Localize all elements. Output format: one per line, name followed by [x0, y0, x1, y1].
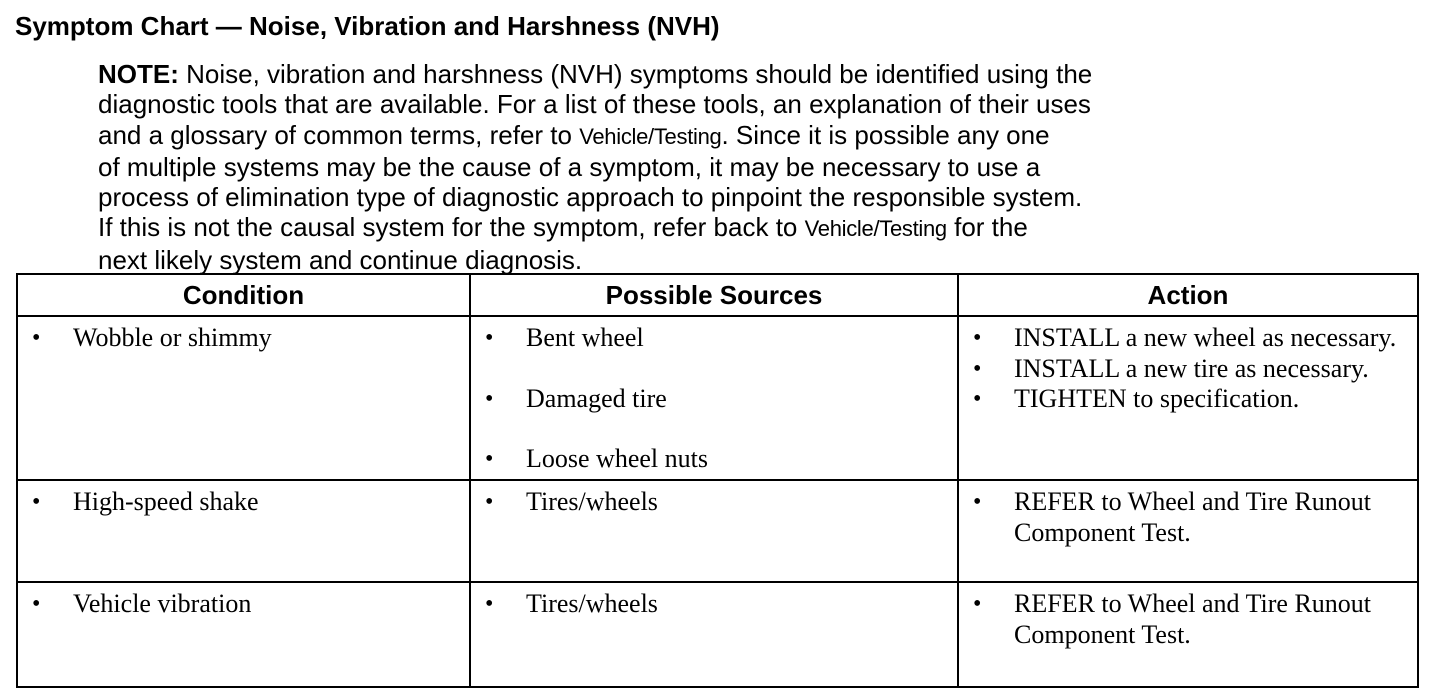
sources-cell — [470, 316, 958, 480]
bullet: • — [973, 591, 982, 617]
list-item — [471, 444, 957, 475]
action-cell — [958, 316, 1418, 480]
symptom-chart-table — [16, 273, 1419, 688]
table-row — [17, 582, 1418, 687]
note-line: diagnostic tools that are available. For a list of these tools, an explanation of their uses — [98, 89, 1091, 120]
page-title: Symptom Chart — Noise, Vibration and Harshness (NVH) — [15, 11, 720, 41]
action-text: TIGHTEN to specification. — [1014, 384, 1300, 413]
note-line — [98, 212, 1338, 244]
bullet: • — [485, 591, 494, 617]
bullet: • — [485, 446, 494, 472]
column-header-condition: Condition — [17, 274, 470, 316]
note-text: If this is not the causal system for the symptom, refer back to — [98, 212, 805, 243]
table-header-row — [17, 274, 1418, 316]
list-item — [471, 487, 957, 518]
sources-cell — [470, 582, 958, 687]
reference-vehicle-testing: Vehicle/Testing — [804, 216, 947, 242]
column-header-possible-sources: Possible Sources — [470, 274, 958, 316]
condition-cell — [17, 316, 470, 480]
list-item — [959, 323, 1417, 354]
note-line — [98, 59, 1338, 89]
reference-vehicle-testing: Vehicle/Testing — [579, 123, 722, 149]
list-item — [959, 354, 1417, 385]
note-line: next likely system and continue diagnosis. — [98, 244, 583, 275]
bullet: • — [485, 325, 494, 351]
source-text: Tires/wheels — [526, 487, 658, 516]
list-item — [471, 323, 957, 354]
list-item — [18, 589, 469, 620]
note-text: for the — [946, 212, 1028, 243]
note-paragraph — [98, 59, 1338, 275]
column-header-action: Action — [958, 274, 1418, 316]
action-text: INSTALL a new wheel as necessary. — [1014, 323, 1397, 352]
note-line: of multiple systems may be the cause of a symptom, it may be necessary to use a — [98, 151, 1041, 182]
bullet: • — [485, 489, 494, 515]
table-row — [17, 480, 1418, 582]
list-item — [18, 323, 469, 354]
list-item — [959, 589, 1417, 650]
bullet: • — [973, 489, 982, 515]
note-line — [98, 120, 1338, 152]
condition-text: Vehicle vibration — [73, 589, 252, 618]
condition-cell — [17, 480, 470, 582]
list-item — [471, 384, 957, 415]
bullet: • — [32, 489, 41, 515]
bullet: • — [32, 591, 41, 617]
bullet: • — [32, 325, 41, 351]
condition-text: Wobble or shimmy — [73, 323, 272, 352]
list-item — [18, 487, 469, 518]
source-text: Tires/wheels — [526, 589, 658, 618]
note-line: process of elimination type of diagnostic approach to pinpoint the responsible system. — [98, 182, 1083, 213]
action-cell — [958, 480, 1418, 582]
action-cell — [958, 582, 1418, 687]
source-text: Loose wheel nuts — [526, 444, 708, 473]
action-text: INSTALL a new tire as necessary. — [1014, 353, 1369, 383]
source-text: Bent wheel — [526, 323, 644, 352]
note-text: Noise, vibration and harshness (NVH) symptoms should be identified using the — [178, 59, 1093, 89]
note-text: . Since it is possible any one — [721, 119, 1050, 150]
bullet: • — [485, 385, 494, 412]
table-row — [17, 316, 1418, 480]
action-text: REFER to Wheel and Tire Runout Component Test. — [1014, 589, 1372, 649]
condition-text: High-speed shake — [73, 487, 259, 516]
sources-cell — [470, 480, 958, 582]
action-text: REFER to Wheel and Tire Runout Component Test. — [1014, 487, 1372, 547]
condition-cell — [17, 582, 470, 687]
note-text: and a glossary of common terms, refer to — [98, 119, 580, 150]
bullet: • — [973, 386, 982, 412]
source-text: Damaged tire — [526, 383, 667, 413]
bullet: • — [973, 325, 982, 351]
list-item — [959, 487, 1417, 548]
list-item — [471, 589, 957, 620]
bullet: • — [973, 355, 982, 382]
list-item — [959, 384, 1417, 415]
note-label: NOTE: — [98, 59, 179, 89]
